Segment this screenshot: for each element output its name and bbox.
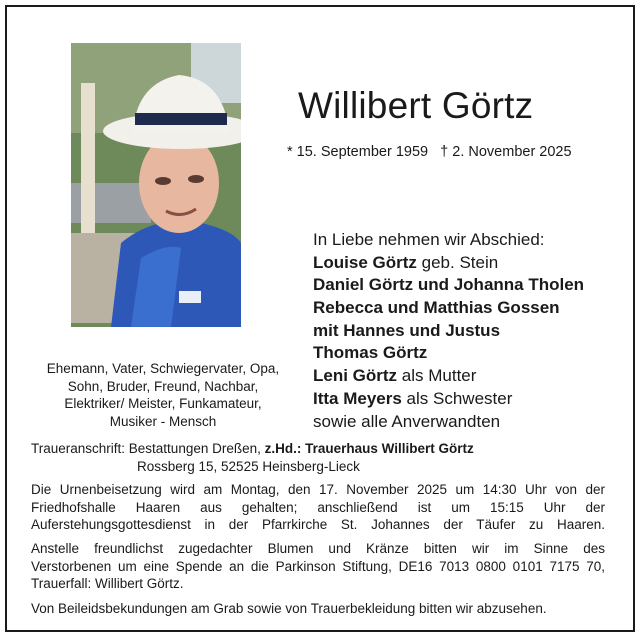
portrait-illustration [71,43,241,327]
role-line: Sohn, Bruder, Freund, Nachbar, [67,378,259,394]
mourner-line: Louise Görtz geb. Stein [313,252,499,272]
mourner-line: sowie alle Anverwandten [313,411,501,431]
mourner-line: Rebecca und Matthias Gossen [313,298,560,318]
mourning-address [31,440,474,475]
urn-burial-paragraph: Die Urnenbeisetzung wird am Montag, den 17. November 2025 um 14:30 Uhr von der Friedhofshalle Haaren aus gehalten; anschließend ist um 15:15 Uhr der Auferstehungsgottesdienst in der Pfarrkirche St. Johannes der Täufer zu Haaren. [31,482,605,532]
mourner-line: Itta Meyers als Schwester [313,388,513,408]
address-street: Rossberg 15, 52525 Heinsberg-Lieck [137,458,360,474]
mourners-list [313,229,584,433]
role-line: Musiker - Mensch [109,413,217,429]
mourners-intro: In Liebe nehmen wir Abschied: [313,230,545,249]
mourner-line: mit Hannes und Justus [313,320,501,340]
donation-paragraph: Anstelle freundlichst zugedachter Blumen und Kränze bitten wir im Sinne des Verstorbenen um eine Spende an die Parkinson Stiftung, DE16 7013 0800 0101 7175 70, Trauerfall: Willibert Görtz. [31,541,605,591]
address-line: Traueranschrift: Bestattungen Dreßen, z.Hd.: Trauerhaus Willibert Görtz [31,441,474,456]
mourner-line: Leni Görtz als Mutter [313,366,477,386]
mourner-line: Thomas Görtz [313,343,428,363]
role-line: Elektriker/ Meister, Funkamateur, [64,396,262,411]
deceased-name: Willibert Görtz [298,85,534,126]
birth-date: * 15. September 1959 [287,144,429,160]
life-dates [287,144,572,160]
roles-description [40,360,286,430]
mourner-line: Daniel Görtz und Johanna Tholen [313,275,585,295]
condolence-note: Von Beileidsbekundungen am Grab sowie von Trauerbekleidung bitten wir abzusehen. [31,601,547,616]
death-date: † 2. November 2025 [440,144,572,160]
portrait-photo [71,43,241,327]
role-line: Ehemann, Vater, Schwiegervater, Opa, [46,361,280,376]
